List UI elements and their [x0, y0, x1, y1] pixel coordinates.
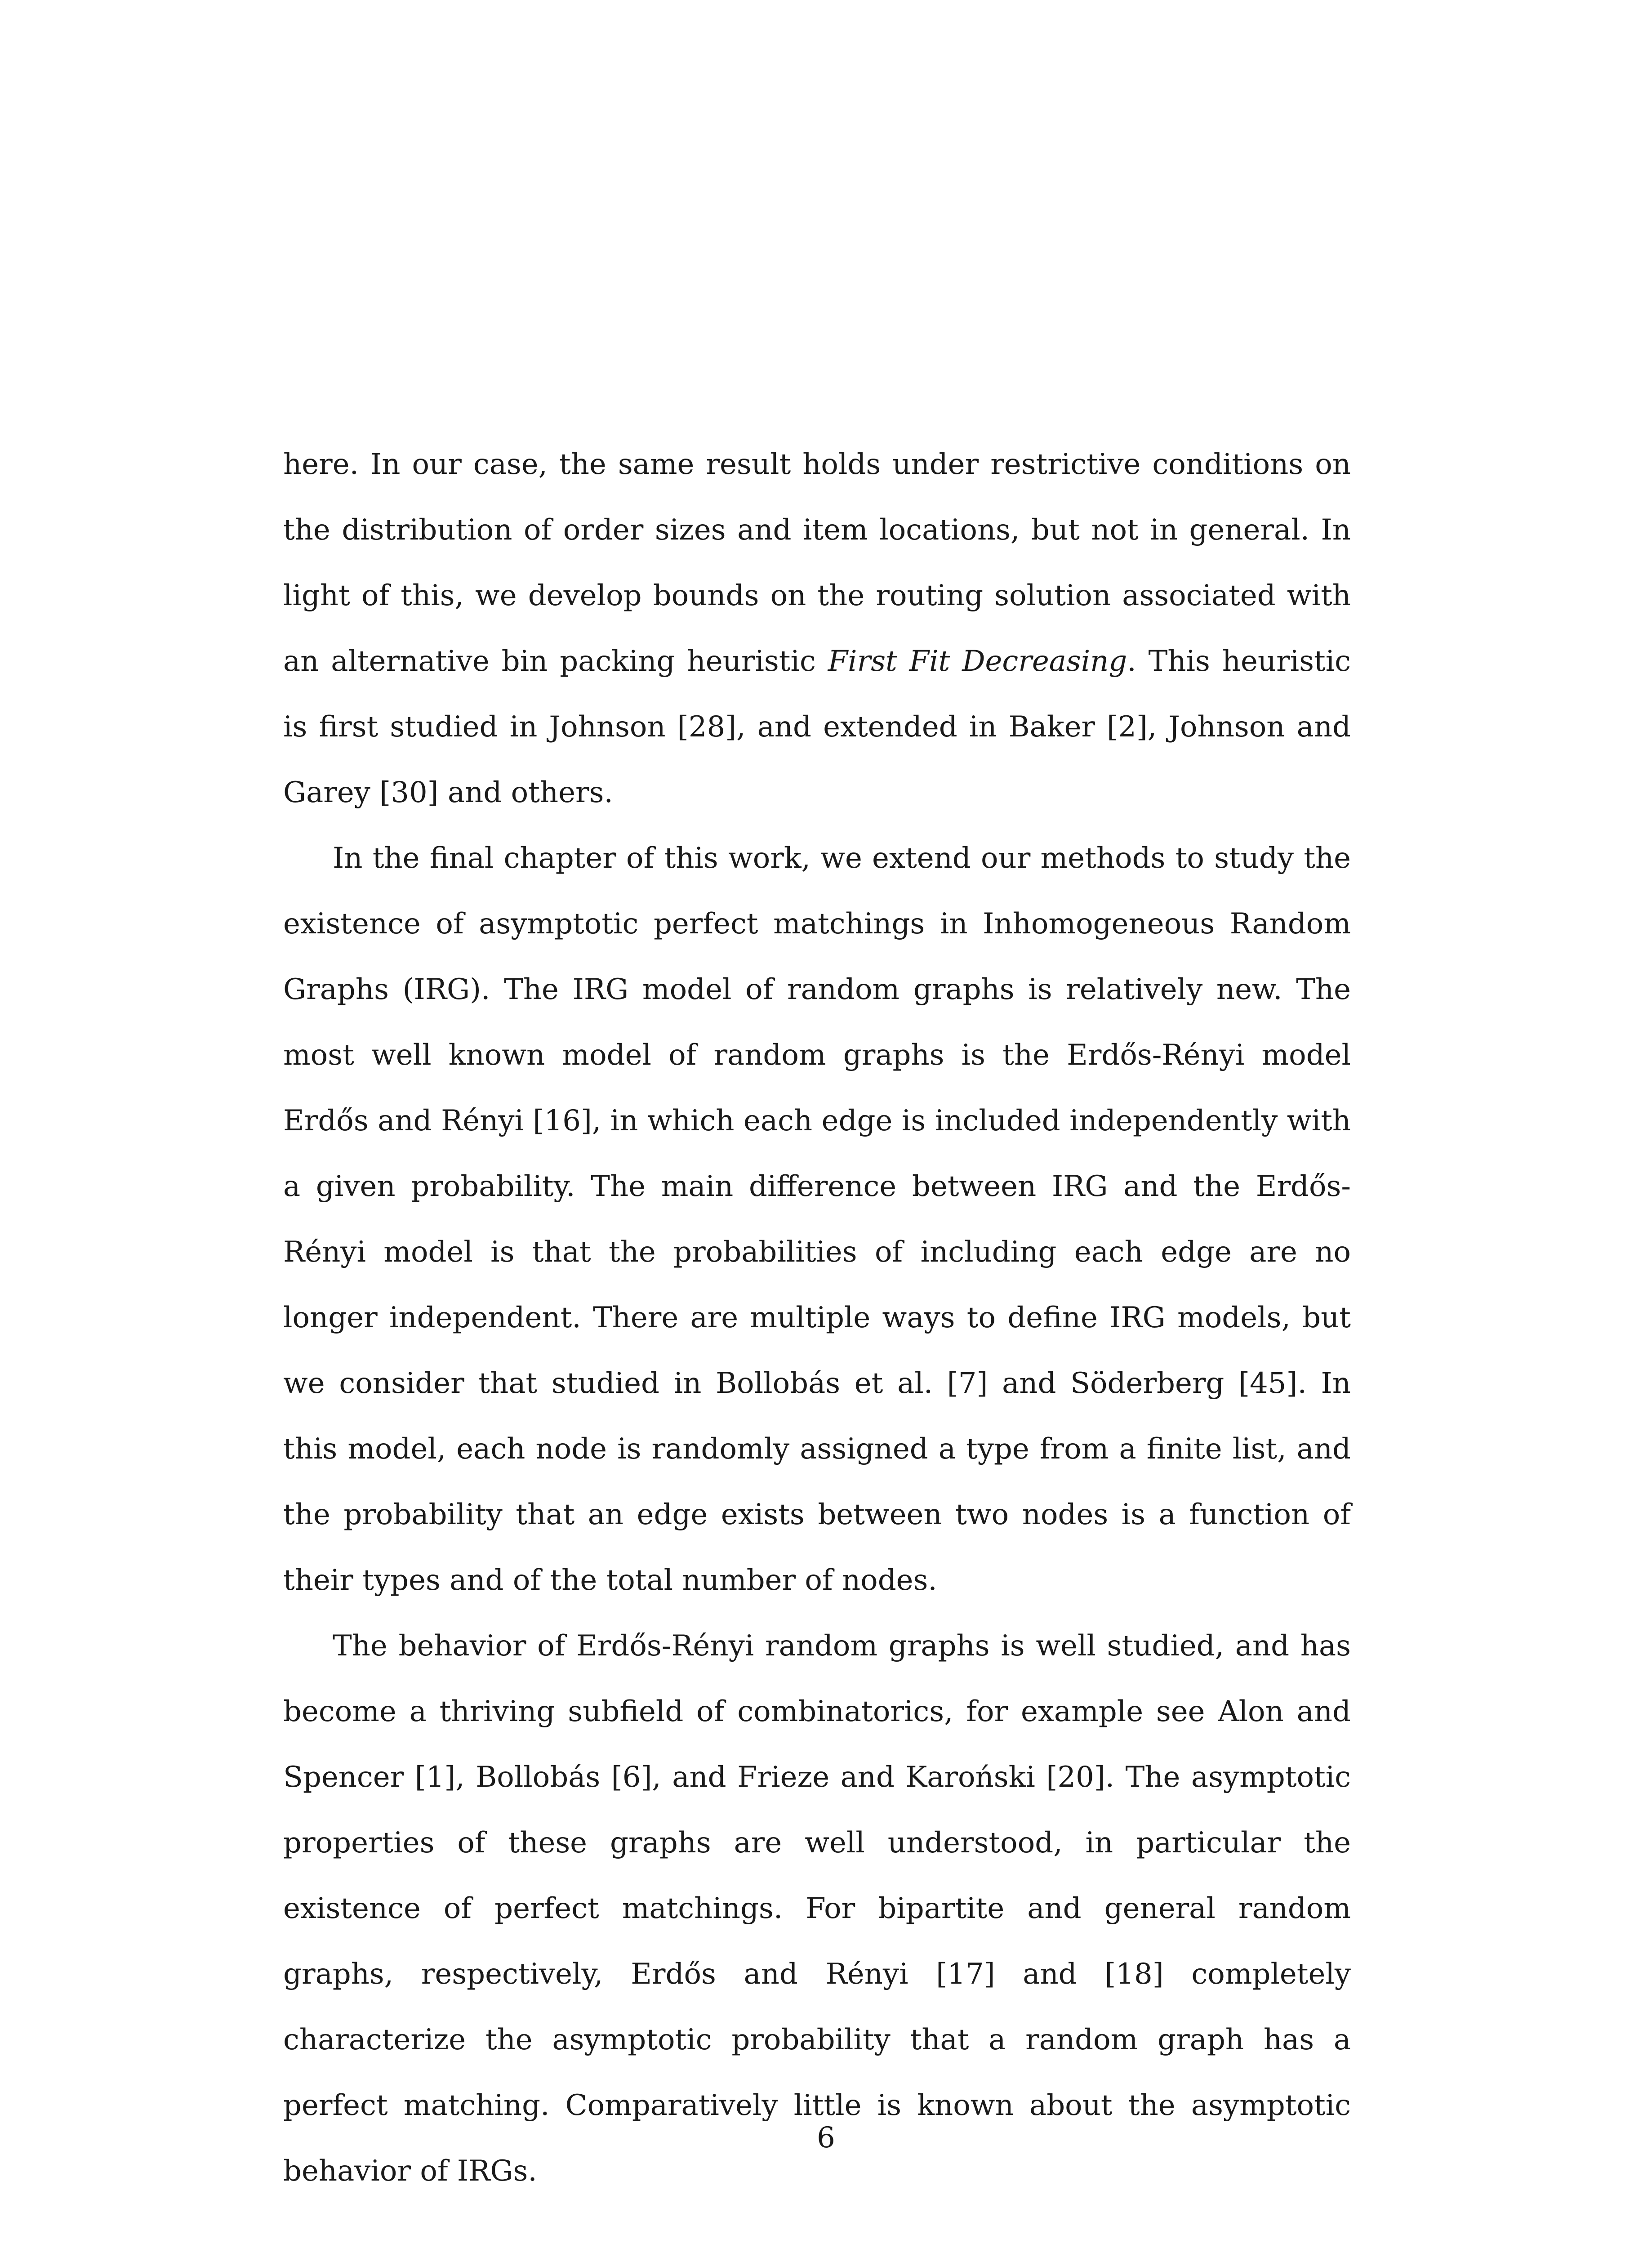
- paragraph-1-text-b: . This heuristic is first studied in Johnson [28], and extended in Baker [2], Johnson and Garey [30] and others.: [283, 645, 1351, 809]
- paragraph-1: [283, 432, 1351, 825]
- paragraph-2: In the final chapter of this work, we extend our methods to study the existence of asymptotic perfect matchings in Inhomogeneous Random Graphs (IRG). The IRG model of random graphs is relatively new. The most well known model of random graphs is the Erdős-Rényi model Erdős and Rényi [16], in which each edge is included independently with a given probability. The main difference between IRG and the Erdős-Rényi model is that the probabilities of including each edge are no longer independent. There are multiple ways to define IRG models, but we consider that studied in Bollobás et al. [7] and Söderberg [45]. In this model, each node is randomly assigned a type from a finite list, and the probability that an edge exists between two nodes is a function of their types and of the total number of nodes.: [283, 842, 1351, 1597]
- page-body: [283, 432, 1351, 2204]
- paragraph-3: The behavior of Erdős-Rényi random graphs is well studied, and has become a thriving subfield of combinatorics, for example see Alon and Spencer [1], Bollobás [6], and Frieze and Karoński [20]. The asymptotic properties of these graphs are well understood, in particular the existence of perfect matchings. For bipartite and general random graphs, respectively, Erdős and Rényi [17] and [18] completely characterize the asymptotic probability that a random graph has a perfect matching. Comparatively little is known about the asymptotic behavior of IRGs.: [283, 1629, 1351, 2188]
- paragraph-1-text-a: here. In our case, the same result holds under restrictive conditions on the distribution of order sizes and item locations, but not in general. In light of this, we develop bounds on the routing solution associated with an alternative bin packing heuristic: [283, 448, 1351, 678]
- page-number: 6: [817, 2121, 835, 2154]
- paragraph-1-emphasis: First Fit Decreasing: [828, 645, 1127, 678]
